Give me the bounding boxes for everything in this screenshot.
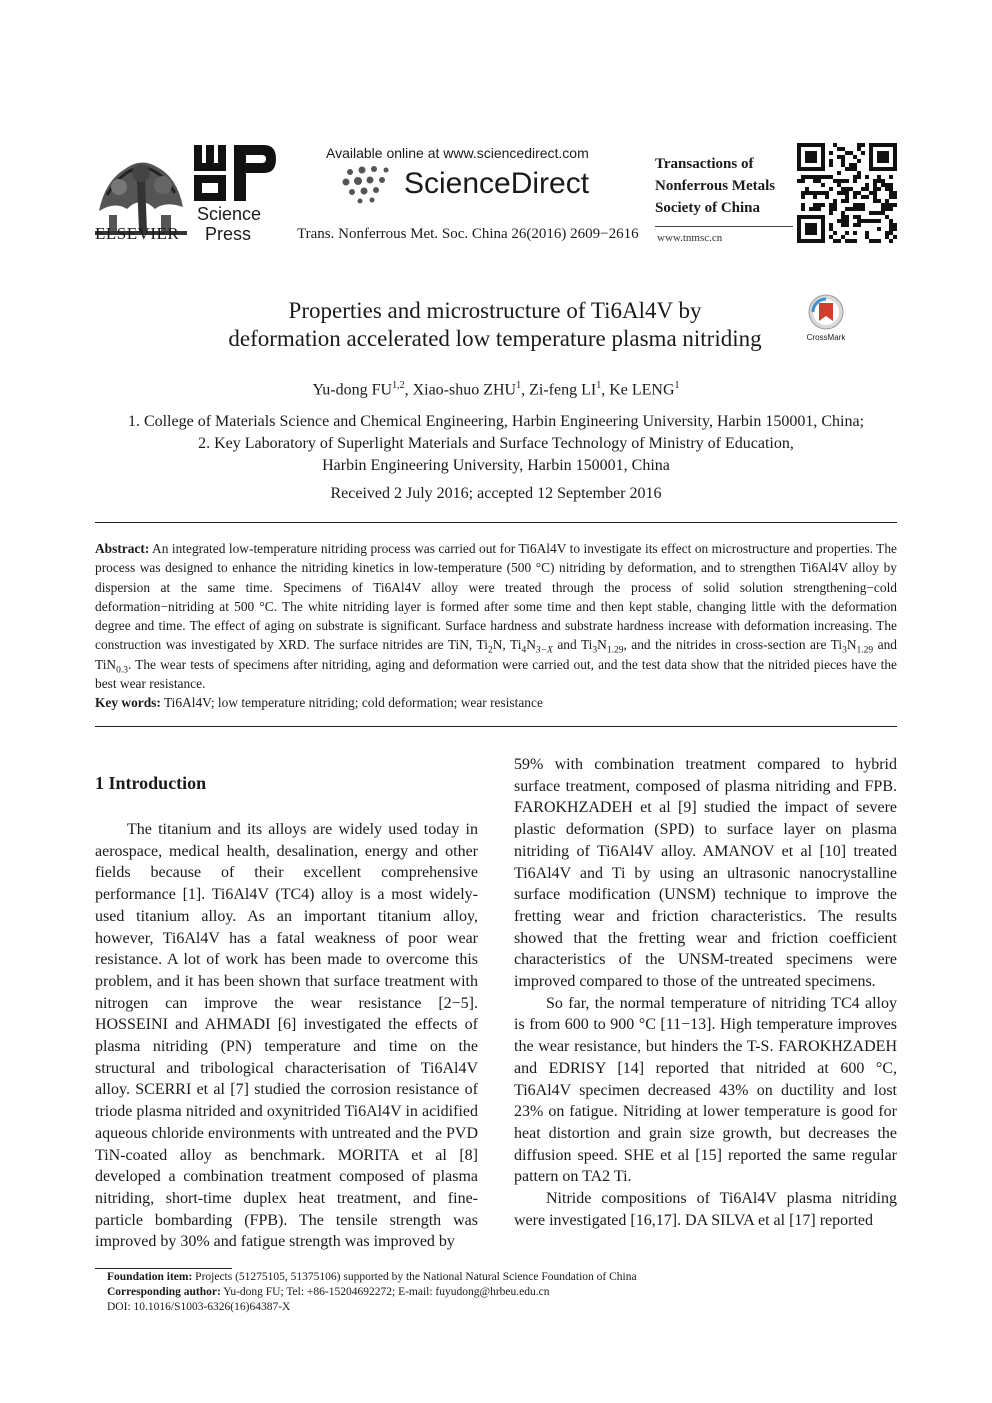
foundation-label: Foundation item: <box>107 1271 193 1283</box>
foundation-text: Projects (51275105, 51375106) supported by the National Natural Science Foundation of China <box>192 1271 637 1283</box>
subscript: 1.29 <box>856 646 874 657</box>
author-affiliation-mark: 1 <box>596 380 602 391</box>
keywords-label: Key words: <box>95 695 161 711</box>
subscript: 3 <box>842 646 847 657</box>
article-title-line1: Properties and microstructure of Ti6Al4V by <box>288 298 702 323</box>
available-online-text: Available online at www.sciencedirect.com <box>326 145 589 161</box>
corresponding-label: Corresponding author: <box>107 1286 221 1298</box>
body-paragraph: So far, the normal temperature of nitriding TC4 alloy is from 600 to 900 °C [11−13]. High temperature improves the wear resistance, but hinders the T-S. FAROKHZADEH and EDRISY [14] reported that nitrided at 600 °C, Ti6Al4V specimen decreased 43% on ductility and lost 23% on fatigue. Nitriding at lower temperature is good for heat distortion and grain size growth, but decreases the diffusion speed. SHE et al [15] reported the same regular pattern on TA2 Ti. <box>514 994 897 1186</box>
right-column <box>514 754 897 1231</box>
author-affiliation-mark: 1 <box>674 380 680 391</box>
affiliations <box>96 411 896 477</box>
sciencedirect-dots-logo <box>338 160 396 206</box>
affiliation-2: 2. Key Laboratory of Superlight Materials and Surface Technology of Ministry of Education, <box>198 435 794 452</box>
subscript: 4 <box>521 646 527 657</box>
abstract-bottom-rule <box>95 726 897 727</box>
science-press-wordmark <box>197 204 261 244</box>
corresponding-note <box>107 1285 897 1300</box>
subscript: 1.29 <box>606 646 624 657</box>
abstract-label: Abstract: <box>95 541 150 556</box>
abstract-text: N, Ti <box>492 637 522 653</box>
footnote-rule <box>95 1268 232 1269</box>
abstract-text: An integrated low-temperature nitriding process was carried out for Ti6Al4V to investigate its effect on microstructure and properties. The process was designed to enhance the nitriding kinetics in low-temperature (500 °C) nitriding by deformation, and to strengthen Ti6Al4V alloy by dispersion at the same time. Specimens of Ti6Al4V alloy were treated through the process of solid solution strengthening−cold deformation−nitriding at 500 °C. The white nitriding layer is formed after some time and then kept stable, changing little with the deformation degree and time. The effect of aging on substrate is significant. Surface hardness and substrate hardness increase with deformation increasing. The construction was investigated by XRD. The surface nitrides are TiN, Ti <box>95 541 897 653</box>
crossmark-badge[interactable] <box>804 294 848 342</box>
affiliation-2-cont: Harbin Engineering University, Harbin 150001, China <box>322 457 670 474</box>
keywords-line <box>95 693 897 712</box>
journal-citation: Trans. Nonferrous Met. Soc. China 26(2016) 2609−2616 <box>297 226 639 242</box>
abstract-text: and Ti <box>552 637 593 653</box>
section-heading: 1 Introduction <box>95 773 207 793</box>
body-paragraph: Nitride compositions of Ti6Al4V plasma nitriding were investigated [16,17]. DA SILVA et al [17] reported <box>514 1190 897 1229</box>
journal-name-line2: Nonferrous Metals <box>655 178 776 194</box>
journal-name-line3: Society of China <box>655 200 760 216</box>
abstract-text: , and the nitrides in cross-section are Ti <box>623 637 843 653</box>
received-dates: Received 2 July 2016; accepted 12 September 2016 <box>330 485 662 502</box>
author-affiliation-mark: 1,2 <box>392 380 405 391</box>
foundation-note <box>107 1270 897 1285</box>
article-title-line2: deformation accelerated low temperature plasma nitriding <box>228 326 762 351</box>
subscript: 3 <box>592 646 598 657</box>
abstract-block <box>95 539 897 713</box>
science-press-line2: Press <box>205 224 252 244</box>
author-name: Yu-dong FU <box>312 381 393 399</box>
keywords-text: Ti6Al4V; low temperature nitriding; cold deformation; wear resistance <box>160 695 543 711</box>
abstract-text: N <box>526 637 536 653</box>
article-title <box>180 297 810 353</box>
qr-code-icon[interactable] <box>797 143 897 243</box>
science-press-logo <box>192 143 276 203</box>
subscript: 2 <box>487 646 493 657</box>
abstract-top-rule <box>95 522 897 523</box>
footnotes <box>107 1270 897 1315</box>
author-name: Ke LENG <box>609 381 675 399</box>
body-paragraph: The titanium and its alloys are widely used today in aerospace, medical health, desalination, energy and other fields because of their excellent comprehensive performance [1]. Ti6Al4V (TC4) alloy is a most widely-used titanium alloy. As an important titanium alloy, however, Ti6Al4V has a fatal weakness of poor wear resistance. A lot of work has been made to overcome this problem, and it has been shown that surface treatment with nitrogen can improve the wear resistance [2−5]. HOSSEINI and AHMADI [6] investigated the effects of plasma nitriding (PN) temperature and time on the structural and tribological characterisation of Ti6Al4V alloy. SCERRI et al [7] studied the corrosion resistance of triode plasma nitrided and oxynitrided Ti6Al4V in acidified aqueous chloride environments with untreated and the PVD TiN-coated alloy as benchmark. MORITA et al [8] developed a combination treatment composed of plasma nitriding, short-time duplex heat treatment, and fine-particle bombarding (FPB). The tensile strength was improved by 30% and fatigue strength was improved by <box>95 821 478 1251</box>
corresponding-text: Yu-dong FU; Tel: +86-15204692272; E-mail: fuyudong@hrbeu.edu.cn <box>220 1286 550 1298</box>
body-paragraph: 59% with combination treatment compared to hybrid surface treatment, composed of plasma nitriding and FPB. FAROKHZADEH et al [9] studied the impact of severe plastic deformation (SPD) to surface layer on plasma nitriding of Ti6Al4V alloy. AMANOV et al [10] treated Ti6Al4V and Ti by using an ultrasonic nanocrystalline surface modification (UNSM) technique to improve the fretting wear and friction characteristics. The results showed that the fretting wear and friction coefficient characteristics of the UNSM-treated specimens were improved compared to those of the untreated specimens. <box>514 756 897 991</box>
sciencedirect-wordmark: ScienceDirect <box>404 167 590 200</box>
journal-name <box>655 153 775 219</box>
abstract-text: and TiN <box>95 637 897 672</box>
author-name: Zi-feng LI <box>529 381 597 399</box>
abstract-text: N <box>597 637 607 653</box>
crossmark-label: CrossMark <box>806 333 846 342</box>
left-column <box>95 819 478 1253</box>
subscript: 0.3 <box>116 665 128 676</box>
abstract-paragraph <box>95 539 897 693</box>
journal-divider <box>655 226 793 227</box>
doi-link[interactable]: DOI: 10.1016/S1003-6326(16)64387-X <box>107 1301 291 1313</box>
author-list: Yu-dong FU$^{1,2}$, Xiao-shuo ZHU$^1$, Zi-feng $LI^1$, Ke LENG$^1$ <box>312 380 680 399</box>
affiliation-1: 1. College of Materials Science and Chemical Engineering, Harbin Engineering University, Harbin 150001, China; <box>127 413 865 430</box>
abstract-text: . The wear tests of specimens after nitriding, aging and deformation were carried out, and the test data show that the nitrided pieces have the best wear resistance. <box>95 656 897 692</box>
journal-url: www.tnmsc.cn <box>657 232 723 244</box>
author-name: Xiao-shuo ZHU <box>412 381 517 399</box>
crossmark-icon <box>804 294 848 330</box>
journal-name-line1: Transactions of <box>655 156 754 172</box>
author-affiliation-mark: 1 <box>516 380 522 391</box>
elsevier-wordmark: ELSEVIER <box>95 224 180 243</box>
science-press-line1: Science <box>197 204 262 224</box>
abstract-text: N <box>846 637 857 653</box>
subscript: 3−X <box>535 646 553 657</box>
